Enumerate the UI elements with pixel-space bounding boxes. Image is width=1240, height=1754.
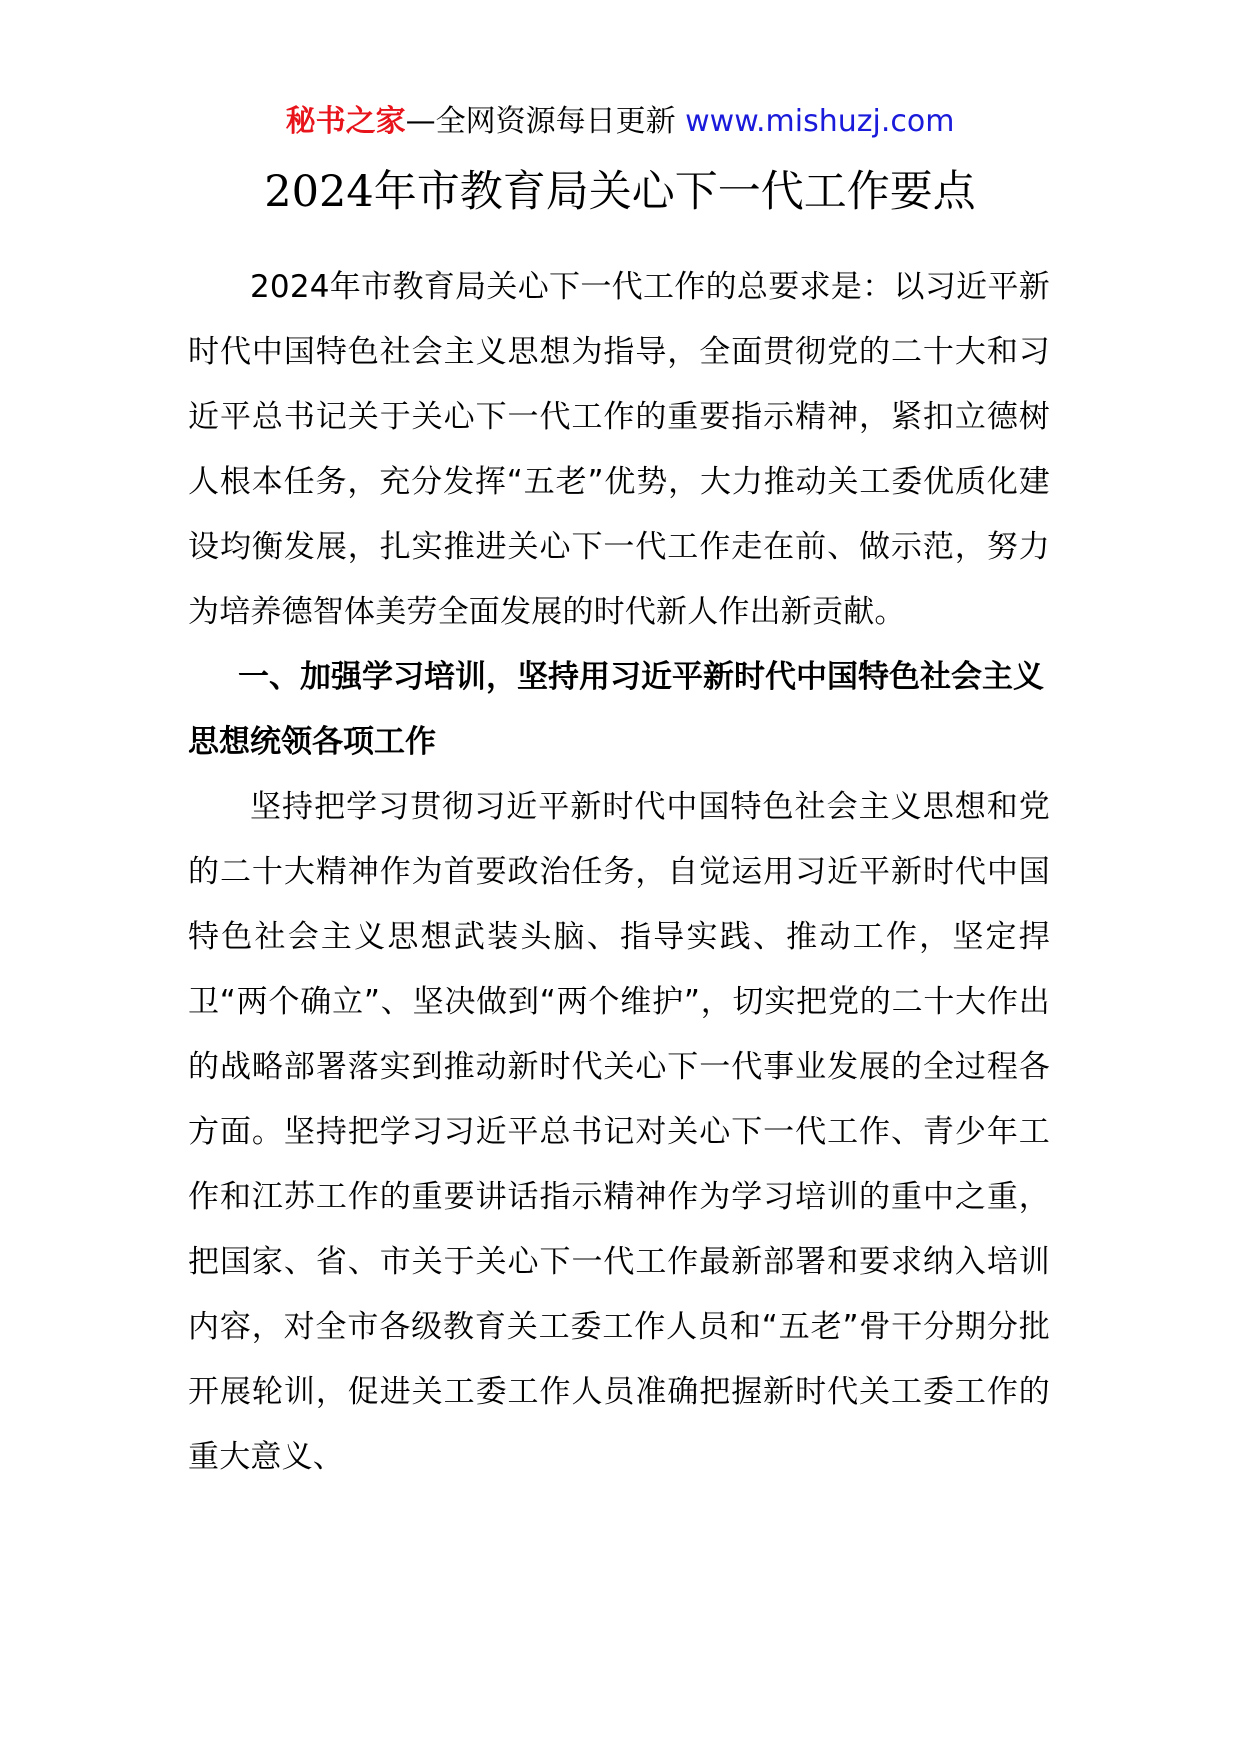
brand-name: 秘书之家 (285, 104, 406, 139)
title-year: 2024 (264, 167, 374, 217)
intro-paragraph: 2024年市教育局关心下一代工作的总要求是：以习近平新时代中国特色社会主义思想为指导，全面贯彻党的二十大和习近平总书记关于关心下一代工作的重要指示精神，紧扣立德树人根本任务，充分发挥“五老”优势，大力推动关工委优质化建设均衡发展，扎实推进关心下一代工作走在前、做示范，努力为培养德智体美劳全面发展的时代新人作出新贡献。 (188, 269, 1050, 630)
section-paragraph-1: 坚持把学习贯彻习近平新时代中国特色社会主义思想和党的二十大精神作为首要政治任务，自觉运用习近平新时代中国特色社会主义思想武装头脑、指导实践、推动工作，坚定捍卫“两个确立”、坚决做到“两个维护”，切实把党的二十大作出的战略部署落实到推动新时代关心下一代事业发展的全过程各方面。坚持把学习习近平总书记对关心下一代工作、青少年工作和江苏工作的重要讲话指示精神作为学习培训的重中之重，把国家、省、市关于关心下一代工作最新部署和要求纳入培训内容，对全市各级教育关工委工作人员和“五老”骨干分期分批开展轮训，促进关工委工作人员准确把握新时代关工委工作的重大意义、 (188, 789, 1050, 1475)
site-slogan: —全网资源每日更新 (405, 104, 676, 139)
title-text: 年市教育局关心下一代工作要点 (373, 167, 976, 217)
site-header (0, 102, 1240, 142)
document-title (0, 162, 1240, 222)
site-url-link[interactable]: www.mishuzj.com (685, 104, 955, 139)
section-heading-1: 一、加强学习培训，坚持用习近平新时代中国特色社会主义思想统领各项工作 (188, 659, 1044, 760)
document-body (188, 255, 1050, 1490)
